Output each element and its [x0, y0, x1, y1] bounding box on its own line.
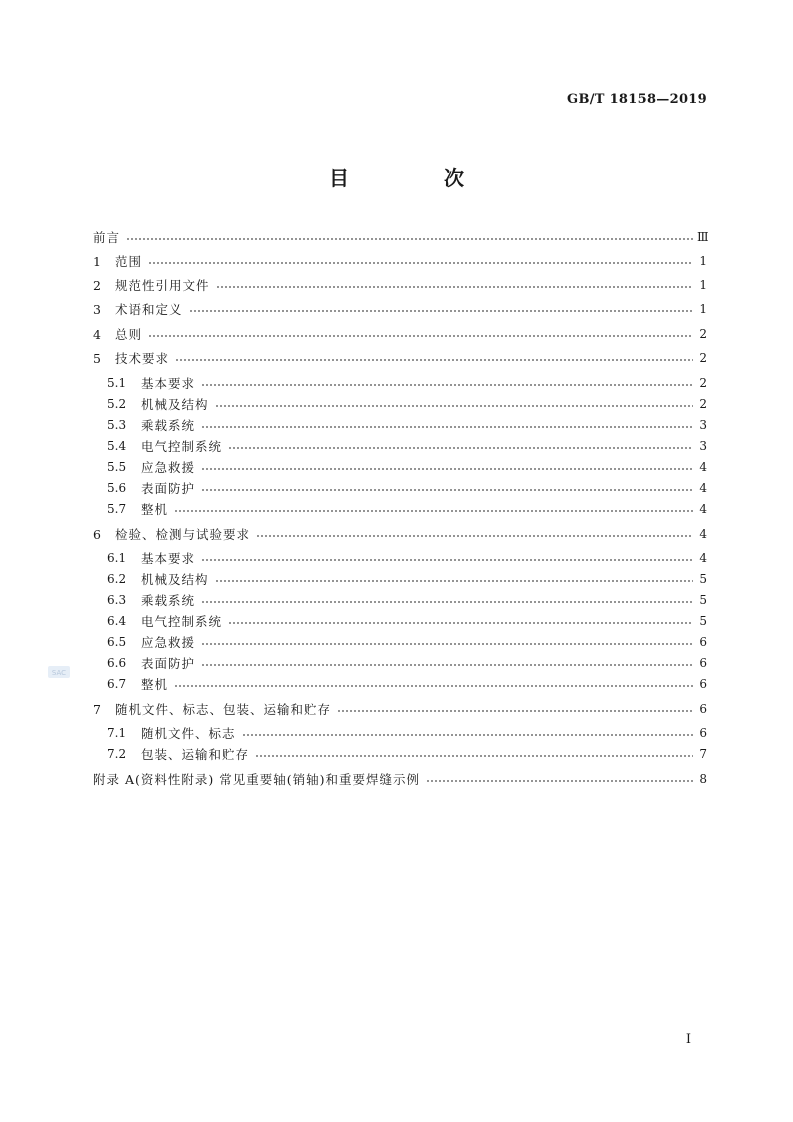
toc-entry-title: 乘载系统 [141, 593, 196, 608]
toc-entry-title: 范围 [115, 254, 143, 269]
toc-entry-number: 7.2 [107, 747, 127, 761]
toc-entry-title: 前言 [93, 230, 121, 245]
standard-code: GB/T 18158—2019 [567, 92, 707, 107]
toc-entry-page: 5 [699, 593, 707, 607]
toc-leader-dots [148, 262, 693, 264]
toc-entry-page: 2 [699, 397, 707, 411]
toc-entry-page: 6 [699, 677, 707, 691]
toc-entry-title: 应急救援 [141, 635, 196, 650]
toc-entry-page: 3 [699, 439, 707, 453]
toc-leader-dots [174, 510, 693, 512]
toc-leader-dots [174, 685, 693, 687]
toc-entry-title: 术语和定义 [115, 302, 183, 317]
toc-leader-dots [201, 643, 693, 645]
toc-entry[interactable] [107, 724, 707, 742]
toc-entry-number: 7.1 [107, 726, 127, 740]
toc-entry-page: 2 [699, 327, 707, 341]
toc-entry-number: 6.5 [107, 635, 127, 649]
toc-entry-title: 总则 [115, 327, 143, 342]
toc-entry-page: 2 [699, 376, 707, 390]
toc-entry-number: 5 [93, 350, 101, 366]
toc-leader-dots [148, 335, 693, 337]
toc-entry-page: 7 [699, 747, 707, 761]
toc-entry-number: 5.3 [107, 418, 127, 432]
toc-entry[interactable] [107, 437, 707, 455]
toc-entry-number: 6.1 [107, 551, 127, 565]
toc-entry-number: 5.1 [107, 376, 127, 390]
toc-leader-dots [201, 468, 693, 470]
toc-entry-page: 5 [699, 572, 707, 586]
toc-entry[interactable] [107, 675, 707, 693]
toc-entry-title: 随机文件、标志 [141, 726, 236, 741]
toc-entry[interactable] [93, 252, 707, 270]
toc-entry-page: 4 [699, 527, 707, 541]
toc-entry-number: 3 [93, 301, 101, 317]
toc-entry[interactable] [93, 349, 707, 367]
toc-entry-number: 6.7 [107, 677, 127, 691]
toc-entry-page: 6 [699, 726, 707, 740]
toc-leader-dots [201, 601, 693, 603]
toc-entry[interactable] [93, 770, 707, 788]
toc-leader-dots [337, 710, 693, 712]
toc-entry[interactable] [93, 228, 707, 246]
toc-leader-dots [189, 310, 693, 312]
toc-entry-number: 6.4 [107, 614, 127, 628]
toc-leader-dots [175, 359, 693, 361]
toc-leader-dots [256, 535, 693, 537]
toc-entry-title: 检验、检测与试验要求 [115, 527, 251, 542]
toc-entry[interactable] [93, 325, 707, 343]
toc-entry-title: 机械及结构 [141, 397, 209, 412]
toc-entry-page: 4 [699, 551, 707, 565]
toc-leader-dots [215, 405, 693, 407]
toc-entry-page: 1 [699, 278, 707, 292]
toc-entry-title: 附录 A(资料性附录) 常见重要轴(销轴)和重要焊缝示例 [93, 772, 420, 787]
toc-entry-number: 6.2 [107, 572, 127, 586]
toc-entry[interactable] [107, 591, 707, 609]
toc-entry-title: 应急救援 [141, 460, 196, 475]
toc-entry-number: 5.5 [107, 460, 127, 474]
toc-entry-title: 整机 [141, 502, 169, 517]
toc-entry-page: 3 [699, 418, 707, 432]
svg-text:SAC: SAC [51, 669, 67, 677]
toc-entry-number: 7 [93, 701, 101, 717]
toc-entry-page: 6 [699, 635, 707, 649]
toc-entry-title: 电气控制系统 [141, 439, 223, 454]
toc-entry-number: 5.7 [107, 502, 127, 516]
toc-leader-dots [228, 622, 693, 624]
toc-entry[interactable] [107, 500, 707, 518]
toc-entry[interactable] [107, 654, 707, 672]
toc-leader-dots [216, 286, 693, 288]
toc-entry-title: 机械及结构 [141, 572, 209, 587]
toc-leader-dots [201, 384, 693, 386]
toc-entry[interactable] [107, 570, 707, 588]
page-number: I [685, 1032, 691, 1047]
toc-leader-dots [126, 238, 693, 240]
toc-entry[interactable] [107, 612, 707, 630]
toc-entry[interactable] [107, 549, 707, 567]
toc-entry-page: 4 [699, 460, 707, 474]
toc-entry-number: 5.4 [107, 439, 127, 453]
toc-entry[interactable] [93, 525, 707, 543]
toc-entry-title: 技术要求 [115, 351, 170, 366]
toc-entry-page: Ⅲ [697, 230, 709, 244]
toc-leader-dots [242, 734, 693, 736]
toc-leader-dots [201, 559, 693, 561]
toc-entry-title: 包装、运输和贮存 [141, 747, 250, 762]
toc-entry-page: 6 [699, 702, 707, 716]
toc-leader-dots [228, 447, 693, 449]
toc-entry-page: 2 [699, 351, 707, 365]
toc-entry-title: 乘载系统 [141, 418, 196, 433]
toc-leader-dots [215, 580, 693, 582]
toc-leader-dots [255, 755, 693, 757]
toc-entry[interactable] [107, 416, 707, 434]
toc-leader-dots [426, 780, 693, 782]
toc-entry-title: 规范性引用文件 [115, 278, 210, 293]
toc-entry-title: 整机 [141, 677, 169, 692]
sac-logo-icon [48, 664, 70, 680]
toc-entry-title: 电气控制系统 [141, 614, 223, 629]
toc-entry-page: 6 [699, 656, 707, 670]
toc-leader-dots [201, 426, 693, 428]
toc-entry-number: 5.6 [107, 481, 127, 495]
toc-entry-number: 1 [93, 253, 101, 269]
toc-entry[interactable] [107, 745, 707, 763]
toc-entry-page: 1 [699, 302, 707, 316]
toc-leader-dots [201, 664, 693, 666]
page-title: 目 次 [329, 166, 508, 190]
toc-entry-page: 8 [699, 772, 707, 786]
toc-entry-title: 基本要求 [141, 551, 196, 566]
toc-entry-title: 表面防护 [141, 481, 196, 496]
toc-entry-number: 6.3 [107, 593, 127, 607]
toc-entry-number: 6 [93, 526, 101, 542]
toc-entry-number: 2 [93, 277, 101, 293]
toc-entry[interactable] [107, 479, 707, 497]
toc-entry-page: 1 [699, 254, 707, 268]
toc-entry-number: 4 [93, 326, 101, 342]
toc-entry[interactable] [93, 700, 707, 718]
toc-entry-title: 表面防护 [141, 656, 196, 671]
toc-entry-title: 基本要求 [141, 376, 196, 391]
toc-entry-number: 5.2 [107, 397, 127, 411]
toc-entry-number: 6.6 [107, 656, 127, 670]
toc-entry[interactable] [107, 633, 707, 651]
toc-entry[interactable] [107, 458, 707, 476]
toc-leader-dots [201, 489, 693, 491]
toc-entry-page: 4 [699, 481, 707, 495]
toc-entry[interactable] [93, 276, 707, 294]
toc-entry[interactable] [93, 300, 707, 318]
toc-entry[interactable] [107, 374, 707, 392]
toc-entry-title: 随机文件、标志、包装、运输和贮存 [115, 702, 332, 717]
toc-entry[interactable] [107, 395, 707, 413]
toc-entry-page: 5 [699, 614, 707, 628]
toc-entry-page: 4 [699, 502, 707, 516]
